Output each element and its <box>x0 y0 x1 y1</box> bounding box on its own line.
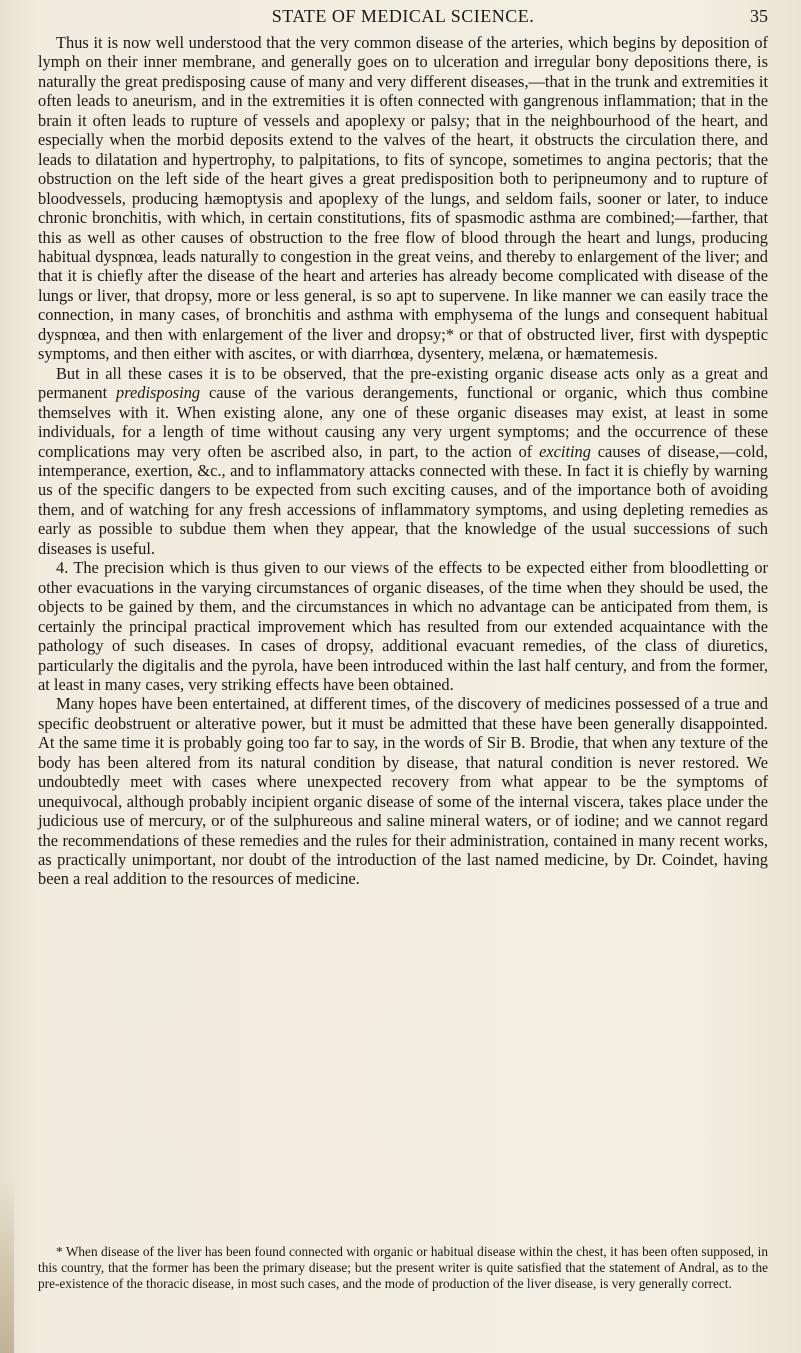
emphasis-predisposing: predisposing <box>116 383 201 403</box>
paper-edge-stain <box>0 1180 14 1353</box>
paragraph-1 <box>38 33 768 364</box>
paragraph-2-text-middle: cause of the various derangements, functional or organic, which thus combine themselves with it. When existing alone, any one of these organic diseases may exist, at least in some individuals, for a length of time without causing any very urgent symptoms; and the occurrence of these complications may very often be ascribed also, in part, to the action of <box>38 383 768 461</box>
page-number: 35 <box>750 6 768 26</box>
footnote-paragraph <box>38 1244 768 1292</box>
footnote-reference-marker: * <box>445 324 455 344</box>
paragraph-2-text: But in all these cases it is to be observed, that the pre-existing organic disease acts only as a great and permanent <box>38 363 768 403</box>
footnote <box>38 1244 768 1292</box>
body-text <box>38 33 768 889</box>
footnote-marker: * <box>56 1244 63 1259</box>
paragraph-2-text-end: causes of disease,—cold, intemperance, exertion, &c., and to inflammatory attacks connected with these. In fact it is chiefly by warning us of the specific dangers to be expected from such exciting causes, and of the importance both of avoiding them, and of watching for any fresh accessions of inflammatory symptoms, and using depleting remedies as early as possible to subdue them when they appear, that the knowledge of the usual successions of such diseases is useful. <box>38 441 768 558</box>
running-head: STATE OF MEDICAL SCIENCE. <box>271 6 535 26</box>
paragraph-1-text: Thus it is now well understood that the very common disease of the arteries, which begins by deposition of lymph on their inner membrane, and generally goes on to ulceration and irregular bony depositions there, is naturally the great predisposing cause of many and very different diseases,—that in the trunk and extremities it often leads to aneurism, and in the extremities it is often connected with gangrenous inflammation; that in the brain it often leads to rupture of vessels and apoplexy or palsy; that in the neighbourhood of the heart, and especially when the morbid deposits extend to the valves of the heart, it obstructs the circulation there, and leads to dilatation and hypertrophy, to palpitations, to fits of syncope, sometimes to angina pectoris; that the obstruction on the left side of the heart gives a great predisposition both to peripneumony and to rupture of bloodvessels, producing hæmoptysis and apoplexy of the lungs, and seldom fails, sooner or later, to induce chronic bronchitis, with which, in certain constitutions, fits of spasmodic asthma are combined;—farther, that this as well as other causes of obstruction to the free flow of blood through the heart and lungs, producing habitual dyspnœa, leads naturally to congestion in the great veins, and thereby to enlargement of the liver; and that it is chiefly after the disease of the heart and arteries has already become complicated with disease of the lungs or liver, that dropsy, more or less general, is so apt to supervene. In like manner we can easily trace the connection, in many cases, of bronchitis and asthma with emphysema of the lungs and consequent habitual dyspnœa, and then with enlargement of the liver and dropsy; <box>38 33 768 344</box>
paragraph-3: 4. The precision which is thus given to our views of the effects to be expected either from bloodletting or other evacuations in the varying circumstances of organic diseases, of the time when they should be used, the objects to be gained by them, and the circumstances in which no advantage can be anticipated from them, is certainly the principal practical improvement which has resulted from our extended acquaintance with the pathology of such diseases. In cases of dropsy, additional evacuant remedies, of the class of diuretics, particularly the digitalis and the pyrola, have been introduced within the last half century, and from the former, at least in many cases, very striking effects have been obtained. <box>38 558 768 694</box>
paragraph-2 <box>38 364 768 559</box>
page-header <box>38 6 768 30</box>
emphasis-exciting: exciting <box>539 441 591 461</box>
paragraph-1-text-end: or that of obstructed liver, first with dyspeptic symptoms, and then either with ascites, or with diarrhœa, dysentery, melæna, or hæmatemesis. <box>38 324 769 364</box>
footnote-text: When disease of the liver has been found connected with organic or habitual disease within the chest, it has been often supposed, in this country, that the former has been the primary disease; but the present writer is quite satisfied that the statement of Andral, as to the pre-existence of the thoracic disease, in most such cases, and the mode of production of the liver disease, is very generally correct. <box>38 1244 768 1291</box>
paragraph-4: Many hopes have been entertained, at different times, of the discovery of medicines possessed of a true and specific deobstruent or alterative power, but it must be admitted that these have been generally disappointed. At the same time it is probably going too far to say, in the words of Sir B. Brodie, that when any texture of the body has been altered from its natural condition by disease, that natural condition is never restored. We undoubtedly meet with cases where unexpected recovery from what appear to be the symptoms of unequivocal, although probably incipient organic disease of some of the internal viscera, takes place under the judicious use of mercury, or of the sulphureous and saline mineral waters, or of iodine; and we cannot regard the recommendations of these remedies and the rules for their administration, contained in many recent works, as practically unimportant, nor doubt of the introduction of the last named medicine, by Dr. Coindet, having been a real addition to the resources of medicine. <box>38 694 768 889</box>
